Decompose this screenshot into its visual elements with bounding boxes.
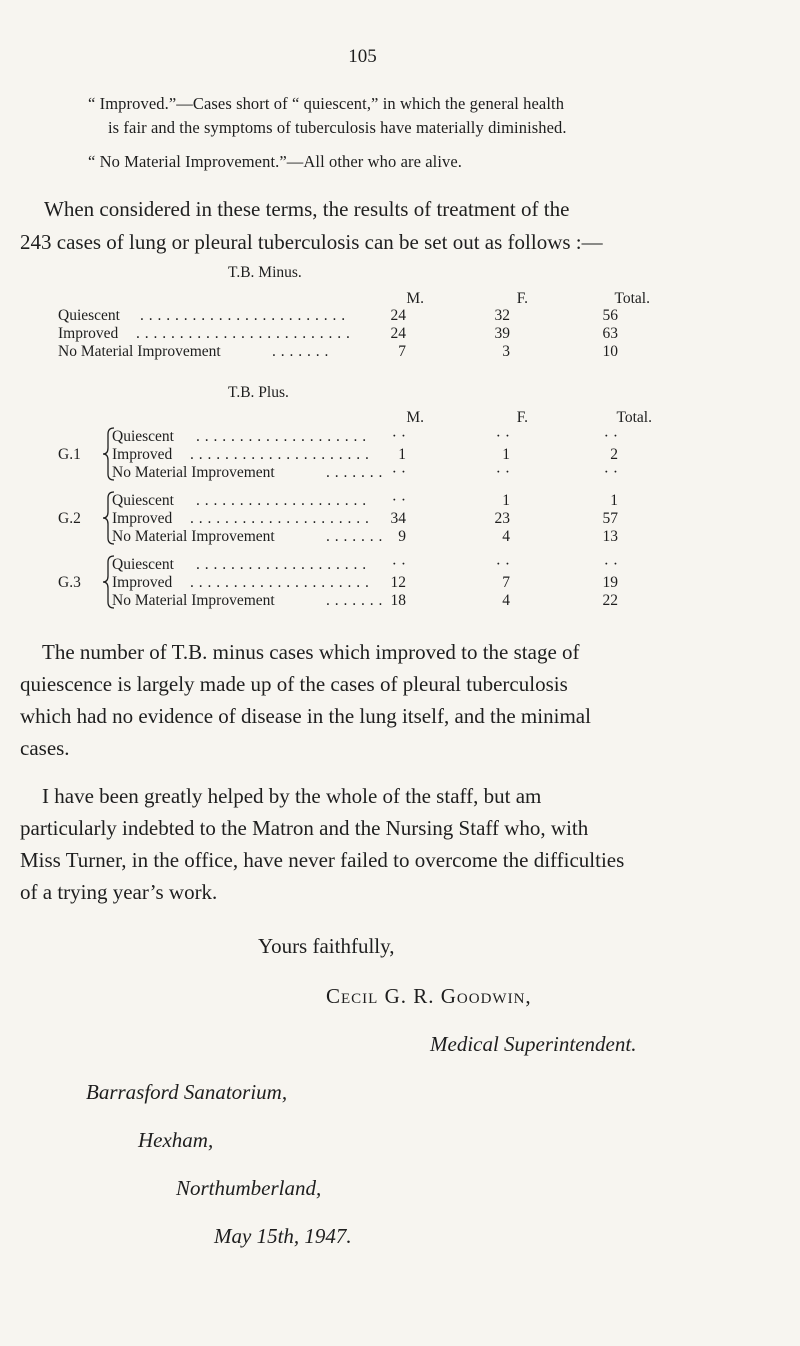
plus-cell-f: · ·: [495, 556, 510, 573]
intro-line-2: 243 cases of lung or pleural tuberculosis can be set out as follows :—: [20, 230, 603, 254]
plus-cell-m: 18: [390, 592, 406, 609]
minus-header-f: F.: [516, 290, 528, 307]
plus-cell-m: · ·: [391, 428, 406, 445]
page-number: 105: [348, 46, 377, 67]
plus-cell-total: 13: [602, 528, 618, 545]
group-label-g2: G.2: [58, 510, 81, 527]
plus-cell-f: 4: [502, 528, 510, 545]
minus-cell-f: 3: [502, 343, 510, 360]
minus-row-label: Quiescent: [58, 307, 120, 324]
minus-cell-f: 39: [494, 325, 510, 342]
plus-table-title: T.B. Plus.: [228, 384, 289, 401]
minus-cell-total: 63: [602, 325, 618, 342]
leader-dots: . . . . . . . . . . . . . . . . . . . .: [196, 492, 367, 509]
signatory-name: Cecil G. R. Goodwin,: [326, 984, 532, 1008]
minus-cell-total: 56: [602, 307, 618, 324]
leader-dots: . . . . . . .: [272, 343, 329, 360]
plus-cell-total: 19: [602, 574, 618, 591]
plus-cell-m: 12: [390, 574, 406, 591]
address-line-2: Hexham,: [138, 1128, 214, 1152]
leader-dots: . . . . . . . . . . . . . . . . . . . . .: [190, 510, 370, 527]
address-line-1: Barrasford Sanatorium,: [86, 1080, 288, 1104]
leader-dots: . . . . . . .: [326, 528, 383, 545]
minus-header-m: M.: [406, 290, 424, 307]
minus-cell-m: 7: [398, 343, 406, 360]
minus-row-label: No Material Improvement: [58, 343, 221, 360]
paragraph-1-line-3: which had no evidence of disease in the lung itself, and the minimal: [20, 704, 591, 728]
plus-cell-f: 7: [502, 574, 510, 591]
plus-cell-m: 34: [390, 510, 406, 527]
plus-cell-f: 1: [502, 446, 510, 463]
plus-cell-m: · ·: [391, 464, 406, 481]
plus-cell-total: 22: [602, 592, 618, 609]
plus-cell-f: · ·: [495, 464, 510, 481]
minus-table-title: T.B. Minus.: [228, 264, 302, 281]
signatory-title: Medical Superintendent.: [430, 1032, 637, 1056]
plus-cell-m: 1: [398, 446, 406, 463]
plus-cell-total: · ·: [603, 428, 618, 445]
minus-header-total: Total.: [614, 290, 650, 307]
paragraph-1-line-4: cases.: [20, 736, 70, 760]
plus-cell-total: 2: [610, 446, 618, 463]
leader-dots: . . . . . . . . . . . . . . . . . . . . .: [190, 574, 370, 591]
minus-row-label: Improved: [58, 325, 119, 342]
minus-cell-f: 32: [494, 307, 510, 324]
paragraph-2-line-2: particularly indebted to the Matron and the Nursing Staff who, with: [20, 816, 589, 840]
definition-no-material: “ No Material Improvement.”—All other who are alive.: [88, 152, 463, 171]
intro-line-1: When considered in these terms, the results of treatment of the: [44, 197, 570, 221]
plus-header-f: F.: [516, 409, 528, 426]
plus-cell-m: · ·: [391, 492, 406, 509]
leader-dots: . . . . . . . . . . . . . . . . . . . .: [196, 556, 367, 573]
plus-header-total: Total.: [616, 409, 652, 426]
minus-cell-m: 24: [390, 325, 406, 342]
paragraph-2-line-3: Miss Turner, in the office, have never failed to overcome the difficulties: [20, 848, 625, 872]
closing: Yours faithfully,: [258, 934, 395, 958]
plus-cell-total: · ·: [603, 464, 618, 481]
plus-row-label: Improved: [112, 510, 173, 527]
paragraph-1-line-1: The number of T.B. minus cases which improved to the stage of: [42, 640, 580, 664]
plus-row-label: Improved: [112, 446, 173, 463]
plus-cell-f: · ·: [495, 428, 510, 445]
leader-dots: . . . . . . . . . . . . . . . . . . . . . . . . .: [136, 325, 351, 342]
date: May 15th, 1947.: [214, 1224, 352, 1248]
plus-cell-f: 4: [502, 592, 510, 609]
plus-cell-total: · ·: [603, 556, 618, 573]
plus-header-m: M.: [406, 409, 424, 426]
plus-row-label: Quiescent: [112, 556, 174, 573]
plus-row-label: No Material Improvement: [112, 592, 275, 609]
paragraph-2-line-4: of a trying year’s work.: [20, 880, 218, 904]
group-label-g3: G.3: [58, 574, 81, 591]
plus-cell-total: 1: [610, 492, 618, 509]
paragraph-2-line-1: I have been greatly helped by the whole of the staff, but am: [42, 784, 542, 808]
plus-row-label: No Material Improvement: [112, 528, 275, 545]
plus-cell-f: 23: [494, 510, 510, 527]
address-line-3: Northumberland,: [176, 1176, 322, 1200]
leader-dots: . . . . . . . . . . . . . . . . . . . . .: [190, 446, 370, 463]
definition-improved-line-2: is fair and the symptoms of tuberculosis have materially diminished.: [108, 118, 567, 137]
plus-row-label: No Material Improvement: [112, 464, 275, 481]
group-label-g1: G.1: [58, 446, 81, 463]
plus-cell-m: 9: [398, 528, 406, 545]
leader-dots: . . . . . . .: [326, 592, 383, 609]
plus-cell-total: 57: [602, 510, 618, 527]
definition-improved-line-1: “ Improved.”—Cases short of “ quiescent,” in which the general health: [88, 94, 565, 113]
leader-dots: . . . . . . . . . . . . . . . . . . . . . . . .: [140, 307, 346, 324]
leader-dots: . . . . . . .: [326, 464, 383, 481]
paragraph-1-line-2: quiescence is largely made up of the cases of pleural tuberculosis: [20, 672, 568, 696]
plus-row-label: Quiescent: [112, 492, 174, 509]
plus-row-label: Improved: [112, 574, 173, 591]
minus-cell-m: 24: [390, 307, 406, 324]
leader-dots: . . . . . . . . . . . . . . . . . . . .: [196, 428, 367, 445]
plus-cell-m: · ·: [391, 556, 406, 573]
plus-row-label: Quiescent: [112, 428, 174, 445]
minus-cell-total: 10: [602, 343, 618, 360]
plus-cell-f: 1: [502, 492, 510, 509]
